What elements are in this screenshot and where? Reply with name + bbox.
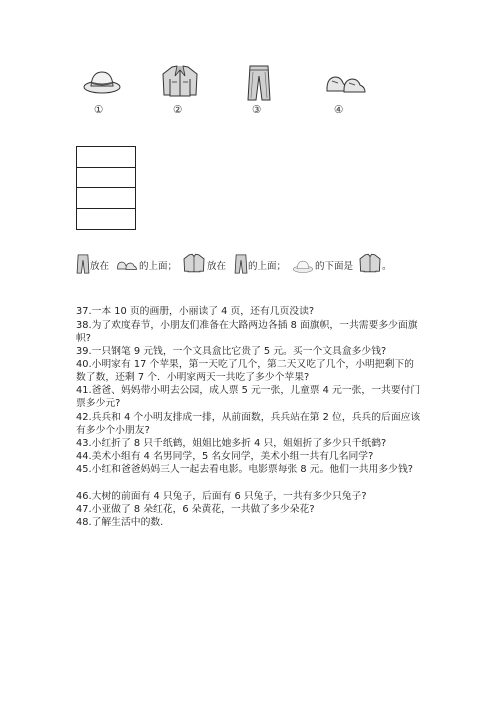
hat-icon <box>82 68 122 94</box>
stacking-grid <box>76 146 136 230</box>
grid-cell <box>77 209 135 230</box>
sequence-text: 的上面； <box>248 261 287 272</box>
jacket-icon <box>160 64 200 98</box>
sequence-text: 放在 <box>207 261 227 272</box>
jacket-icon <box>358 253 382 273</box>
item-label: ③ <box>252 104 262 116</box>
item-label: ① <box>94 104 104 116</box>
shoes-icon <box>116 258 138 272</box>
jacket-icon <box>182 253 206 273</box>
question-line: 48.了解生活中的数. <box>76 517 164 528</box>
sequence-text: 的下面是 <box>315 261 354 272</box>
trousers-icon <box>246 64 272 102</box>
grid-cell <box>77 168 135 189</box>
question-line: 38.为了欢度春节，小朋友们准备在大路两边各插 8 面旗帜，一共需要多少面旗 <box>76 320 418 331</box>
question-line: 39.一只钢笔 9 元钱，一个文具盒比它贵了 5 元。买一个文具盒多少钱? <box>76 346 387 357</box>
question-line: 数了数，还剩 7 个．小明家两天一共吃了多少个苹果? <box>76 372 310 383</box>
question-line: 45.小红和爸爸妈妈三人一起去看电影。电影票每张 8 元。他们一共用多少钱? <box>76 464 413 475</box>
shoes-icon <box>324 70 368 96</box>
question-line: 46.大树的前面有 4 只兔子，后面有 6 只兔子，一共有多少只兔子? <box>76 491 367 502</box>
question-line: 40.小明家有 17 个苹果，第一天吃了几个，第二天又吃了几个，小明把剩下的 <box>76 359 414 370</box>
hat-icon <box>292 259 314 273</box>
sequence-text: 的上面； <box>139 261 178 272</box>
sequence-text: 放在 <box>90 261 110 272</box>
question-line: 42.兵兵和 4 个小明友排成一排，从前面数，兵兵站在第 2 位，兵兵的后面应该 <box>76 412 421 423</box>
trousers-icon <box>234 253 248 275</box>
question-line: 票多少元? <box>76 398 121 409</box>
item-label: ② <box>173 104 183 116</box>
grid-cell <box>77 147 135 168</box>
question-line: 43.小红折了 8 只千纸鹤，姐姐比她多折 4 只，姐姐折了多少只千纸鹤? <box>76 438 387 449</box>
sequence-text: 。 <box>382 261 392 272</box>
question-line: 44.美术小组有 4 名男同学，5 名女同学，美术小组一共有几名同学? <box>76 451 374 462</box>
question-line: 37.一本 10 页的画册，小丽读了 4 页，还有几页没读? <box>76 306 315 317</box>
item-label: ④ <box>334 104 344 116</box>
question-line: 帜? <box>76 333 91 344</box>
question-line: 有多少个小朋友? <box>76 425 150 436</box>
question-line: 41.爸爸、妈妈带小明去公园，成人票 5 元一张，儿童票 4 元一张，一共要付门 <box>76 385 421 396</box>
grid-cell <box>77 188 135 209</box>
trousers-icon <box>76 253 90 275</box>
question-line: 47.小亚做了 8 朵红花，6 朵黄花，一共做了多少朵花? <box>76 504 315 515</box>
